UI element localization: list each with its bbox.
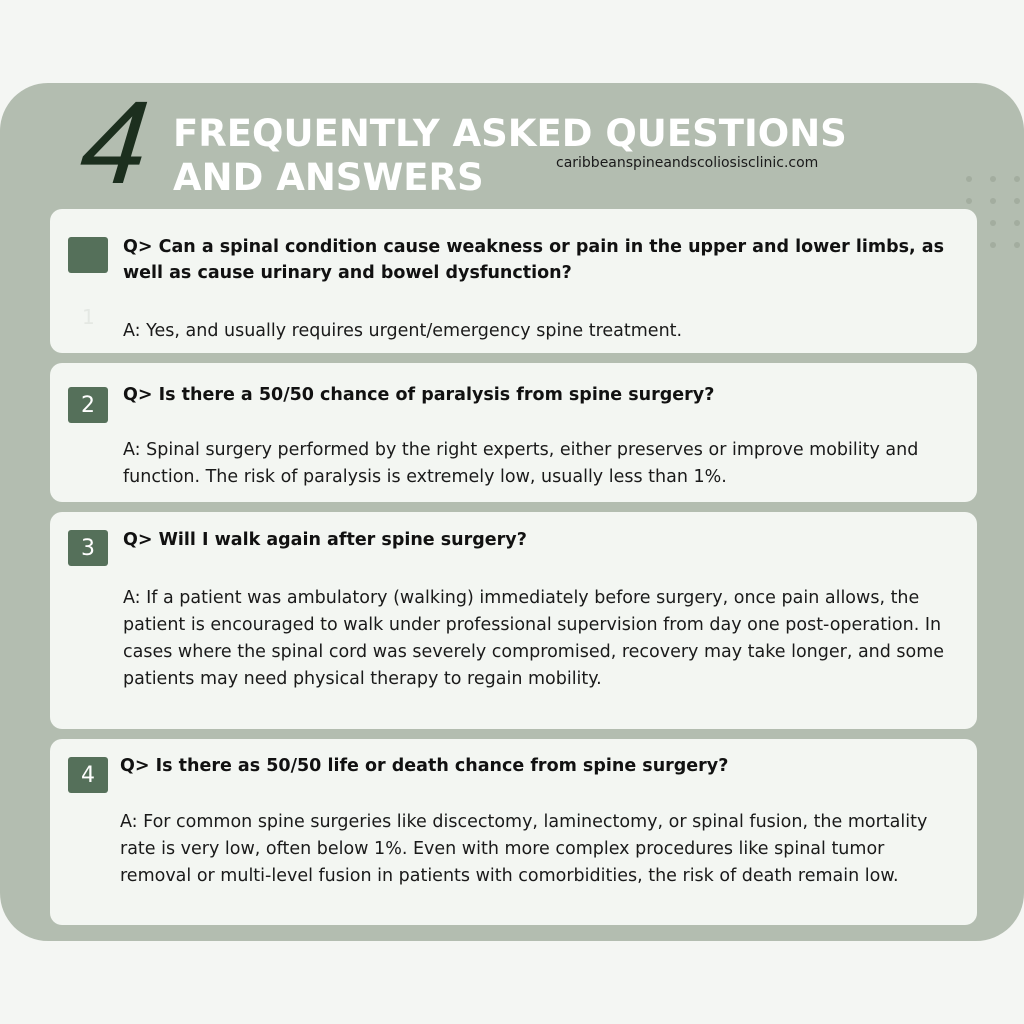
faq-number-badge: 2 [68,387,108,423]
title-line-2: AND ANSWERS [173,156,484,199]
faq-card-3 [50,512,977,729]
faq-number-badge: 4 [68,757,108,793]
faq-card-4 [50,739,977,925]
faq-question: Q> Can a spinal condition cause weakness or pain in the upper and lower limbs, as well as cause urinary and bowel dysfunction? [123,237,944,283]
website-url: caribbeanspineandscoliosisclinic.com [556,155,819,171]
faq-number-badge: 3 [68,530,108,566]
faq-answer: A: Yes, and usually requires urgent/emergency spine treatment. [123,321,683,341]
faq-question: Q> Is there a 50/50 chance of paralysis from spine surgery? [123,385,715,405]
title-line-1: FREQUENTLY ASKED QUESTIONS [173,112,847,155]
faq-question: Q> Is there as 50/50 life or death chance from spine surgery? [120,756,729,776]
header-number: 4 [75,77,153,209]
faq-number-badge [68,237,108,273]
faq-question: Q> Will I walk again after spine surgery? [123,530,527,550]
faq-card-1 [50,209,977,353]
faq-answer: A: For common spine surgeries like discectomy, laminectomy, or spinal fusion, the mortality rate is very low, often below 1%. Even with more complex procedures like spinal tumor removal or multi-level fusion in patients with comorbidities, the risk of death remain low. [120,812,928,886]
faq-answer: A: Spinal surgery performed by the right experts, either preserves or improve mobility and function. The risk of paralysis is extremely low, usually less than 1%. [123,440,919,487]
faq-card-2 [50,363,977,502]
faq-number: 1 [82,305,95,329]
faq-answer: A: If a patient was ambulatory (walking) immediately before surgery, once pain allows, the patient is encouraged to walk under professional supervision from day one post-operation. In cases where the spinal cord was severely compromised, recovery may take longer, and some patients may need physical therapy to regain mobility. [123,588,945,689]
